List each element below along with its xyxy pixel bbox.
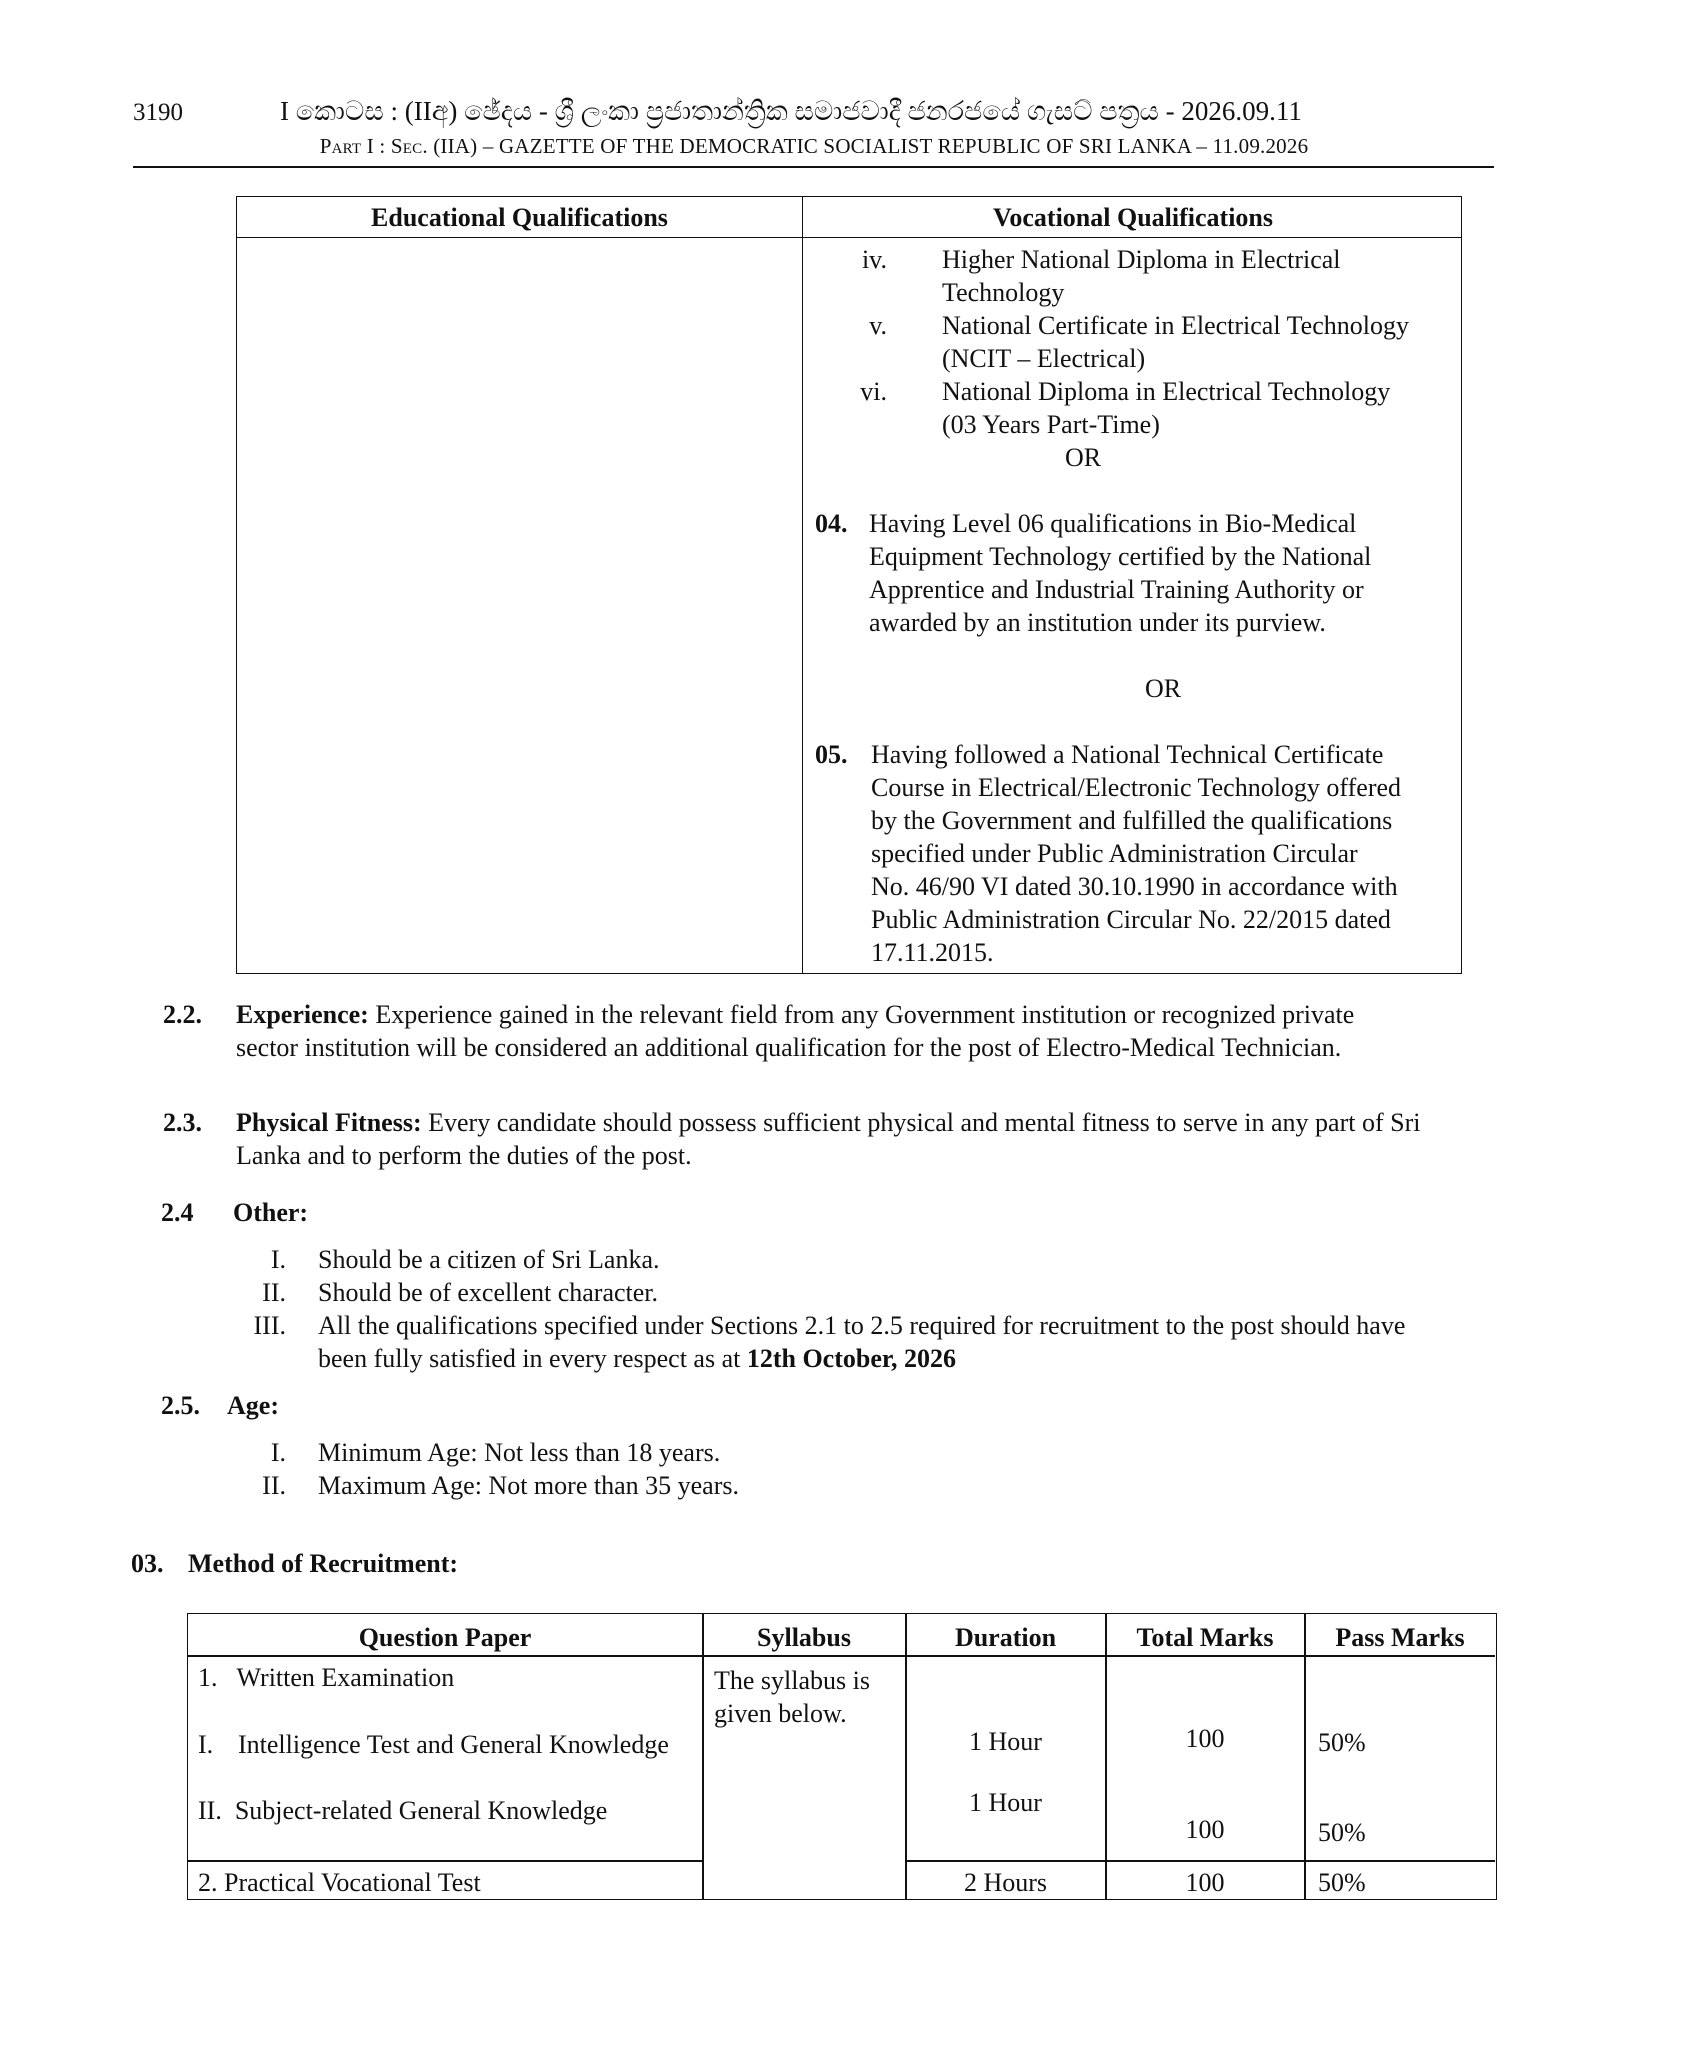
item-05-line: by the Government and fulfilled the qualifications [871, 806, 1393, 835]
sinhala-header: I කොටස : (IIඅ) ඡේදය - ශ්‍රී ලංකා ප්‍රජාතාන්ත්‍රික සමාජවාදී ජනරජයේ ගැසට් පත්‍රය - 2026.09.11 [280, 96, 1302, 126]
header-sep: : [373, 134, 391, 158]
table-divider [702, 1614, 704, 1899]
marks-paper-2: 100 [1185, 1815, 1225, 1844]
syllabus-note-line1: The syllabus is [714, 1666, 870, 1695]
item-04-number: 04. [815, 509, 848, 538]
section-2-2-line2: sector institution will be considered an additional qualification for the post of Electro-Medical Technician. [236, 1033, 1342, 1062]
page-number: 3190 [133, 99, 183, 126]
age-item-number: II. [262, 1471, 286, 1500]
header-duration: Duration [954, 1623, 1057, 1652]
section-03-number: 03. [131, 1549, 164, 1578]
sub-item-number: iv. [861, 245, 887, 274]
header-rule [133, 166, 1494, 168]
section-2-3-line1 [236, 1106, 1420, 1139]
other-item-text: Should be of excellent character. [318, 1278, 659, 1307]
other-item-text: All the qualifications specified under Sections 2.1 to 2.5 required for recruitment to the post should have [318, 1311, 1406, 1340]
pass-paper-1: 50% [1318, 1728, 1366, 1757]
english-header [0, 130, 1628, 163]
item-05-line: Course in Electrical/Electronic Technology offered [871, 773, 1402, 802]
sub-item-text: Technology [942, 278, 1065, 307]
item-04-line: Apprentice and Industrial Training Authority or [869, 575, 1364, 604]
recruitment-table [187, 1613, 1497, 1900]
age-item-text: Maximum Age: Not more than 35 years. [318, 1471, 739, 1500]
item-04-line: awarded by an institution under its purview. [869, 608, 1326, 637]
table-header-rule [188, 1655, 1495, 1657]
or-separator: OR [1144, 674, 1182, 703]
section-2-4-number: 2.4 [161, 1198, 194, 1227]
item-04-line: Having Level 06 qualifications in Bio-Medical [869, 509, 1357, 538]
other-item-number: I. [270, 1245, 286, 1274]
paper-1-label: Intelligence Test and General Knowledge [238, 1730, 669, 1759]
pass-paper-2: 50% [1318, 1818, 1366, 1847]
sub-item-text: National Certificate in Electrical Technology [942, 311, 1409, 340]
pass-practical: 50% [1318, 1868, 1366, 1897]
section-2-4-title: Other: [233, 1198, 309, 1227]
section-2-3-number: 2.3. [163, 1108, 202, 1137]
practical-test-label: 2. Practical Vocational Test [198, 1868, 481, 1897]
section-2-3-text: Every candidate should possess sufficient physical and mental fitness to serve in any part of Sri [421, 1108, 1421, 1137]
duration-practical: 2 Hours [963, 1868, 1048, 1897]
sub-item-text: (NCIT – Electrical) [942, 344, 1146, 373]
paper-2-label: II. Subject-related General Knowledge [198, 1796, 608, 1825]
duration-paper-2: 1 Hour [969, 1788, 1042, 1817]
duration-paper-1: 1 Hour [969, 1727, 1042, 1756]
syllabus-note-line2: given below. [714, 1699, 847, 1728]
age-item-number: I. [270, 1438, 286, 1467]
header-pass-marks: Pass Marks [1335, 1623, 1465, 1652]
other-item-text: Should be a citizen of Sri Lanka. [318, 1245, 660, 1274]
table-divider [1105, 1614, 1107, 1899]
other-item-number: II. [262, 1278, 286, 1307]
item-05-number: 05. [815, 740, 848, 769]
table-row-rule [188, 1860, 702, 1862]
written-exam-label: 1. Written Examination [198, 1663, 455, 1692]
cutoff-date: 12th October, 2026 [746, 1344, 957, 1373]
item-05-line: 17.11.2015. [871, 938, 994, 967]
section-2-2-title: Experience: [236, 1000, 369, 1029]
other-item-text-cont [318, 1342, 956, 1375]
marks-practical: 100 [1185, 1868, 1225, 1897]
item-05-line: Having followed a National Technical Certificate [871, 740, 1384, 769]
paper-1-number: I. [198, 1730, 214, 1759]
age-item-text: Minimum Age: Not less than 18 years. [318, 1438, 721, 1467]
sub-item-text: National Diploma in Electrical Technology [942, 377, 1391, 406]
section-2-3-line2: Lanka and to perform the duties of the post. [236, 1141, 692, 1170]
vocational-qualifications-header: Vocational Qualifications [992, 203, 1273, 232]
section-2-5-title: Age: [227, 1391, 279, 1420]
section-2-2-text: Experience gained in the relevant field from any Government institution or recognized private [368, 1000, 1355, 1029]
or-separator: OR [1064, 443, 1102, 472]
header-total-marks: Total Marks [1136, 1623, 1274, 1652]
header-title: (IIA) – GAZETTE OF THE DEMOCRATIC SOCIALIST REPUBLIC OF SRI LANKA – 11.09.2026 [427, 134, 1309, 158]
header-sec: Sec. [390, 134, 428, 158]
header-syllabus: Syllabus [757, 1623, 851, 1652]
table-divider [802, 197, 803, 973]
section-2-3-title: Physical Fitness: [236, 1108, 422, 1137]
sub-item-number: v. [869, 311, 887, 340]
section-2-5-number: 2.5. [161, 1391, 200, 1420]
table-row-rule [905, 1860, 1495, 1862]
educational-qualifications-header: Educational Qualifications [371, 203, 668, 232]
other-item-cont-text: been fully satisfied in every respect as at [318, 1344, 747, 1373]
item-04-line: Equipment Technology certified by the National [869, 542, 1372, 571]
header-part: Part I [319, 134, 374, 158]
sub-item-text: Higher National Diploma in Electrical [942, 245, 1341, 274]
section-2-2-number: 2.2. [163, 1000, 202, 1029]
sub-item-number: vi. [860, 377, 887, 406]
sub-item-text: (03 Years Part-Time) [942, 410, 1160, 439]
header-question-paper: Question Paper [358, 1623, 532, 1652]
item-05-line: Public Administration Circular No. 22/2015 dated [871, 905, 1391, 934]
section-2-2-line1 [236, 998, 1496, 1031]
table-header-rule [237, 237, 1461, 238]
other-item-number: III. [253, 1311, 286, 1340]
qualifications-table [236, 196, 1462, 974]
marks-paper-1: 100 [1185, 1724, 1225, 1753]
item-05-line: specified under Public Administration Circular [871, 839, 1358, 868]
section-03-title: Method of Recruitment: [188, 1549, 459, 1578]
item-05-line: No. 46/90 VI dated 30.10.1990 in accordance with [871, 872, 1398, 901]
table-divider [1304, 1614, 1306, 1899]
